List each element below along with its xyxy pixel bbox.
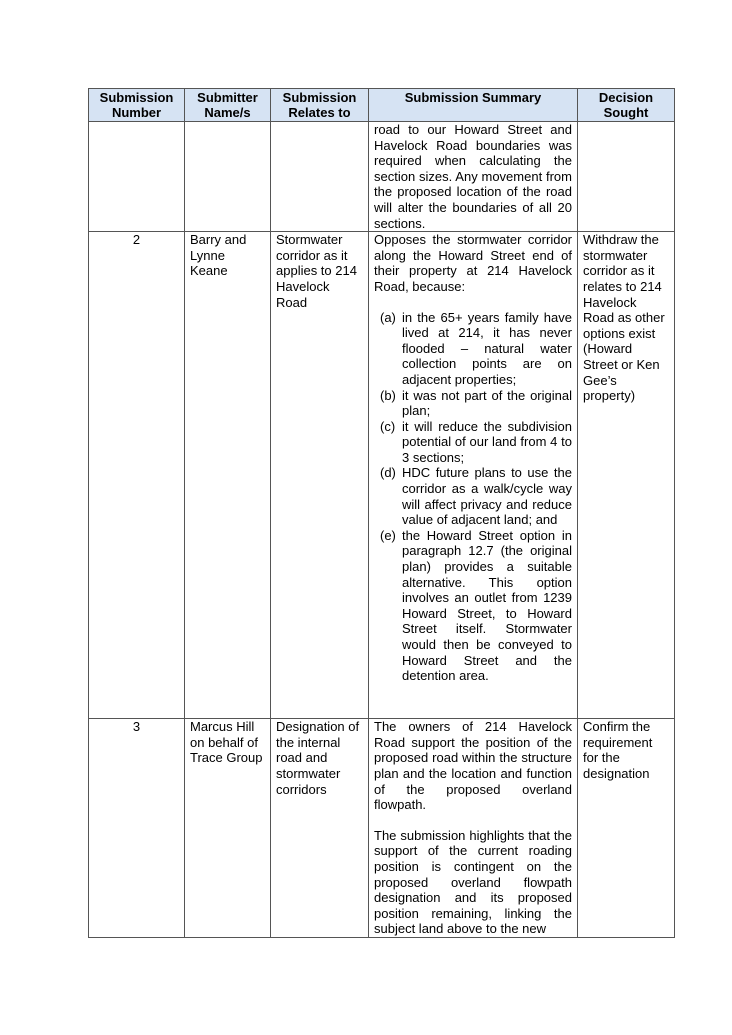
- cell-submitter: [185, 122, 271, 232]
- cell-number: 2: [89, 232, 185, 719]
- cell-relates-to: Stormwater corridor as it applies to 214 Havelock Road: [271, 232, 369, 719]
- header-submission-relates-to: Submission Relates to: [271, 89, 369, 122]
- submissions-table: [88, 88, 675, 938]
- cell-summary: [369, 719, 578, 938]
- header-submitter-names: Submitter Name/s: [185, 89, 271, 122]
- cell-relates-to: [271, 122, 369, 232]
- header-decision-sought: Decision Sought: [578, 89, 675, 122]
- reasons-list: [374, 310, 572, 684]
- cell-summary: [369, 232, 578, 719]
- header-submission-summary: Submission Summary: [369, 89, 578, 122]
- cell-decision: Confirm the requirement for the designation: [578, 719, 675, 938]
- list-item: (c) it will reduce the subdivision potential of our land from 4 to 3 sections;: [380, 418, 572, 465]
- cell-submitter: Barry and Lynne Keane: [185, 232, 271, 719]
- table-row: [89, 232, 675, 719]
- cell-decision: Withdraw the stormwater corridor as it relates to 214 Havelock Road as other options exist (Howard Street or Ken Gee’s property): [578, 232, 675, 719]
- list-item: (e) the Howard Street option in paragraph 12.7 (the original plan) provides a suitable alternative. This option involves an outlet from 1239 Howard Street, to Howard Street itself. Stormwater would then be conveyed to Howard Street and the detention area.: [380, 527, 572, 684]
- cell-decision: [578, 122, 675, 232]
- summary-intro: Opposes the stormwater corridor along the Howard Street end of their property at 214 Havelock Road, because:: [374, 232, 572, 294]
- list-item: (b) it was not part of the original plan;: [380, 387, 572, 419]
- header-submission-number: Submission Number: [89, 89, 185, 122]
- cell-number: 3: [89, 719, 185, 938]
- cell-summary: road to our Howard Street and Havelock Road boundaries was required when calculating the section sizes. Any movement from the proposed location of the road will alter the boundaries of all 20 sections.: [369, 122, 578, 232]
- list-item: (a) in the 65+ years family have lived at 214, it has never flooded – natural water collection points are on adjacent properties;: [380, 309, 572, 387]
- summary-paragraph: The submission highlights that the support of the current roading position is contingent on the proposed overland flowpath designation and its proposed position remaining, linking the subject land above to the new: [374, 827, 572, 937]
- list-item: (d) HDC future plans to use the corridor as a walk/cycle way will affect privacy and reduce value of adjacent land; and: [380, 465, 572, 528]
- cell-number: [89, 122, 185, 232]
- table-row-continuation: [89, 122, 675, 232]
- table-row: [89, 719, 675, 938]
- cell-submitter: Marcus Hill on behalf of Trace Group: [185, 719, 271, 938]
- cell-relates-to: Designation of the internal road and stormwater corridors: [271, 719, 369, 938]
- summary-paragraph: The owners of 214 Havelock Road support the position of the proposed road within the structure plan and the location and function of the proposed overland flowpath.: [374, 719, 572, 813]
- table-header-row: [89, 89, 675, 122]
